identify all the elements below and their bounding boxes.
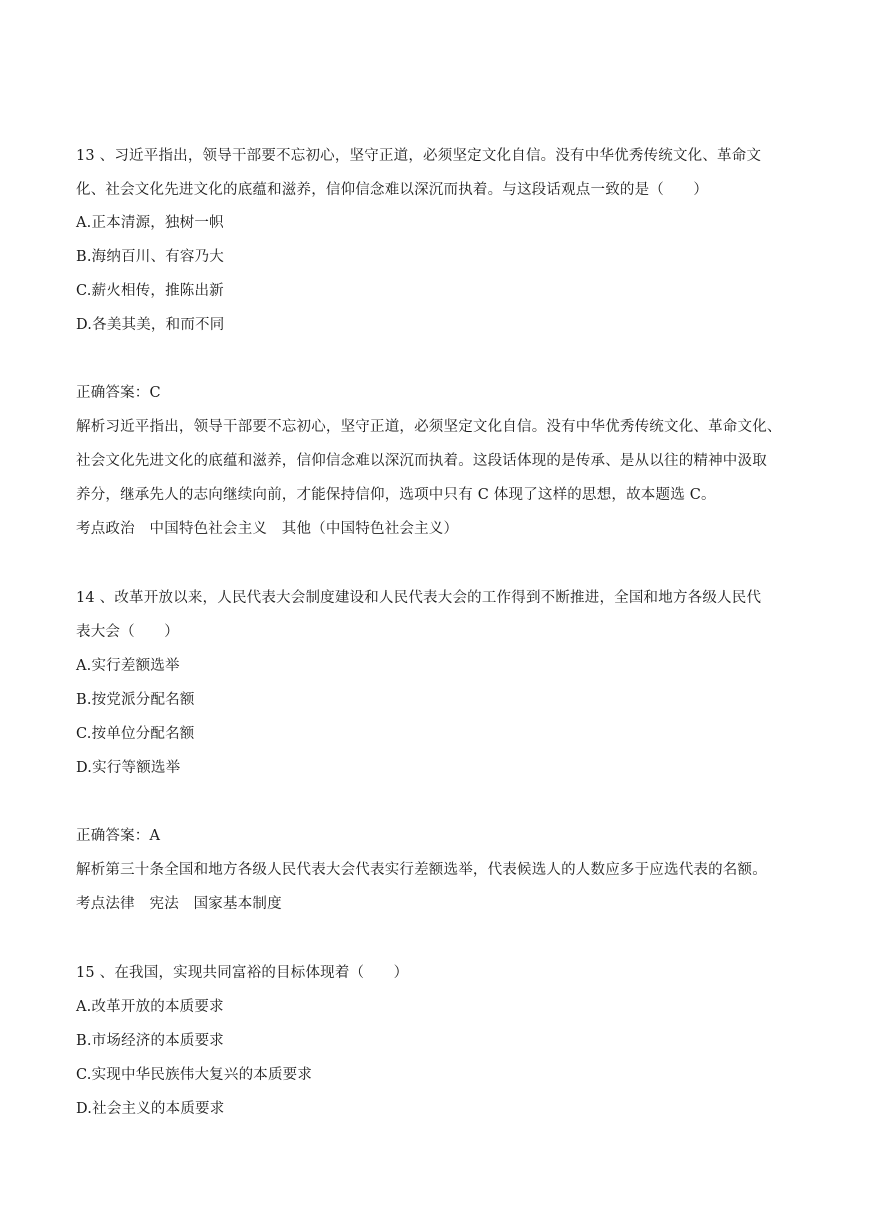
q13-option-d: D.各美其美，和而不同 (76, 317, 225, 333)
q15-option-a: A.改革开放的本质要求 (76, 999, 224, 1015)
q15-option-c: C.实现中华民族伟大复兴的本质要求 (76, 1067, 313, 1083)
q14-option-a: A.实行差额选举 (76, 658, 180, 674)
q14-option-d: D.实行等额选举 (76, 760, 181, 776)
q13-option-b: B.海纳百川、有容乃大 (76, 249, 224, 265)
q14-topic: 考点法律 宪法 国家基本制度 (76, 896, 282, 912)
q14-option-c: C.按单位分配名额 (76, 726, 195, 742)
q14-answer: 正确答案：A (76, 828, 161, 844)
q13-option-c: C.薪火相传，推陈出新 (76, 283, 224, 299)
q13-stem-line-2: 化、社会文化先进文化的底蕴和滋养，信仰信念难以深沉而执着。与这段话观点一致的是（ ） (76, 182, 709, 198)
q13-stem-line-1: 13 、习近平指出，领导干部要不忘初心，坚守正道，必须坚定文化自信。没有中华优秀传统文化、革命文 (76, 148, 762, 164)
q15-stem-line-1: 15 、在我国，实现共同富裕的目标体现着（ ） (76, 965, 409, 981)
q15-option-d: D.社会主义的本质要求 (76, 1101, 225, 1117)
q14-option-b: B.按党派分配名额 (76, 692, 195, 708)
q15-option-b: B.市场经济的本质要求 (76, 1033, 224, 1049)
q13-analysis-line-1: 解析习近平指出，领导干部要不忘初心，坚守正道，必须坚定文化自信。没有中华优秀传统文化、革命文化、 (76, 419, 782, 435)
q13-analysis-line-2: 社会文化先进文化的底蕴和滋养，信仰信念难以深沉而执着。这段话体现的是传承、是从以往的精神中汲取 (76, 453, 767, 469)
q13-analysis-line-3: 养分，继承先人的志向继续向前，才能保持信仰，选项中只有 C 体现了这样的思想，故本题选 C。 (76, 487, 716, 503)
q14-stem-line-1: 14 、改革开放以来，人民代表大会制度建设和人民代表大会的工作得到不断推进，全国和地方各级人民代 (76, 590, 762, 606)
q13-answer: 正确答案：C (76, 385, 161, 401)
q13-option-a: A.正本清源，独树一帜 (76, 215, 224, 231)
q14-analysis-line-1: 解析第三十条全国和地方各级人民代表大会代表实行差额选举，代表候选人的人数应多于应选代表的名额。 (76, 862, 767, 878)
q13-topic: 考点政治 中国特色社会主义 其他（中国特色社会主义） (76, 521, 459, 537)
q14-stem-line-2: 表大会（ ） (76, 624, 179, 640)
